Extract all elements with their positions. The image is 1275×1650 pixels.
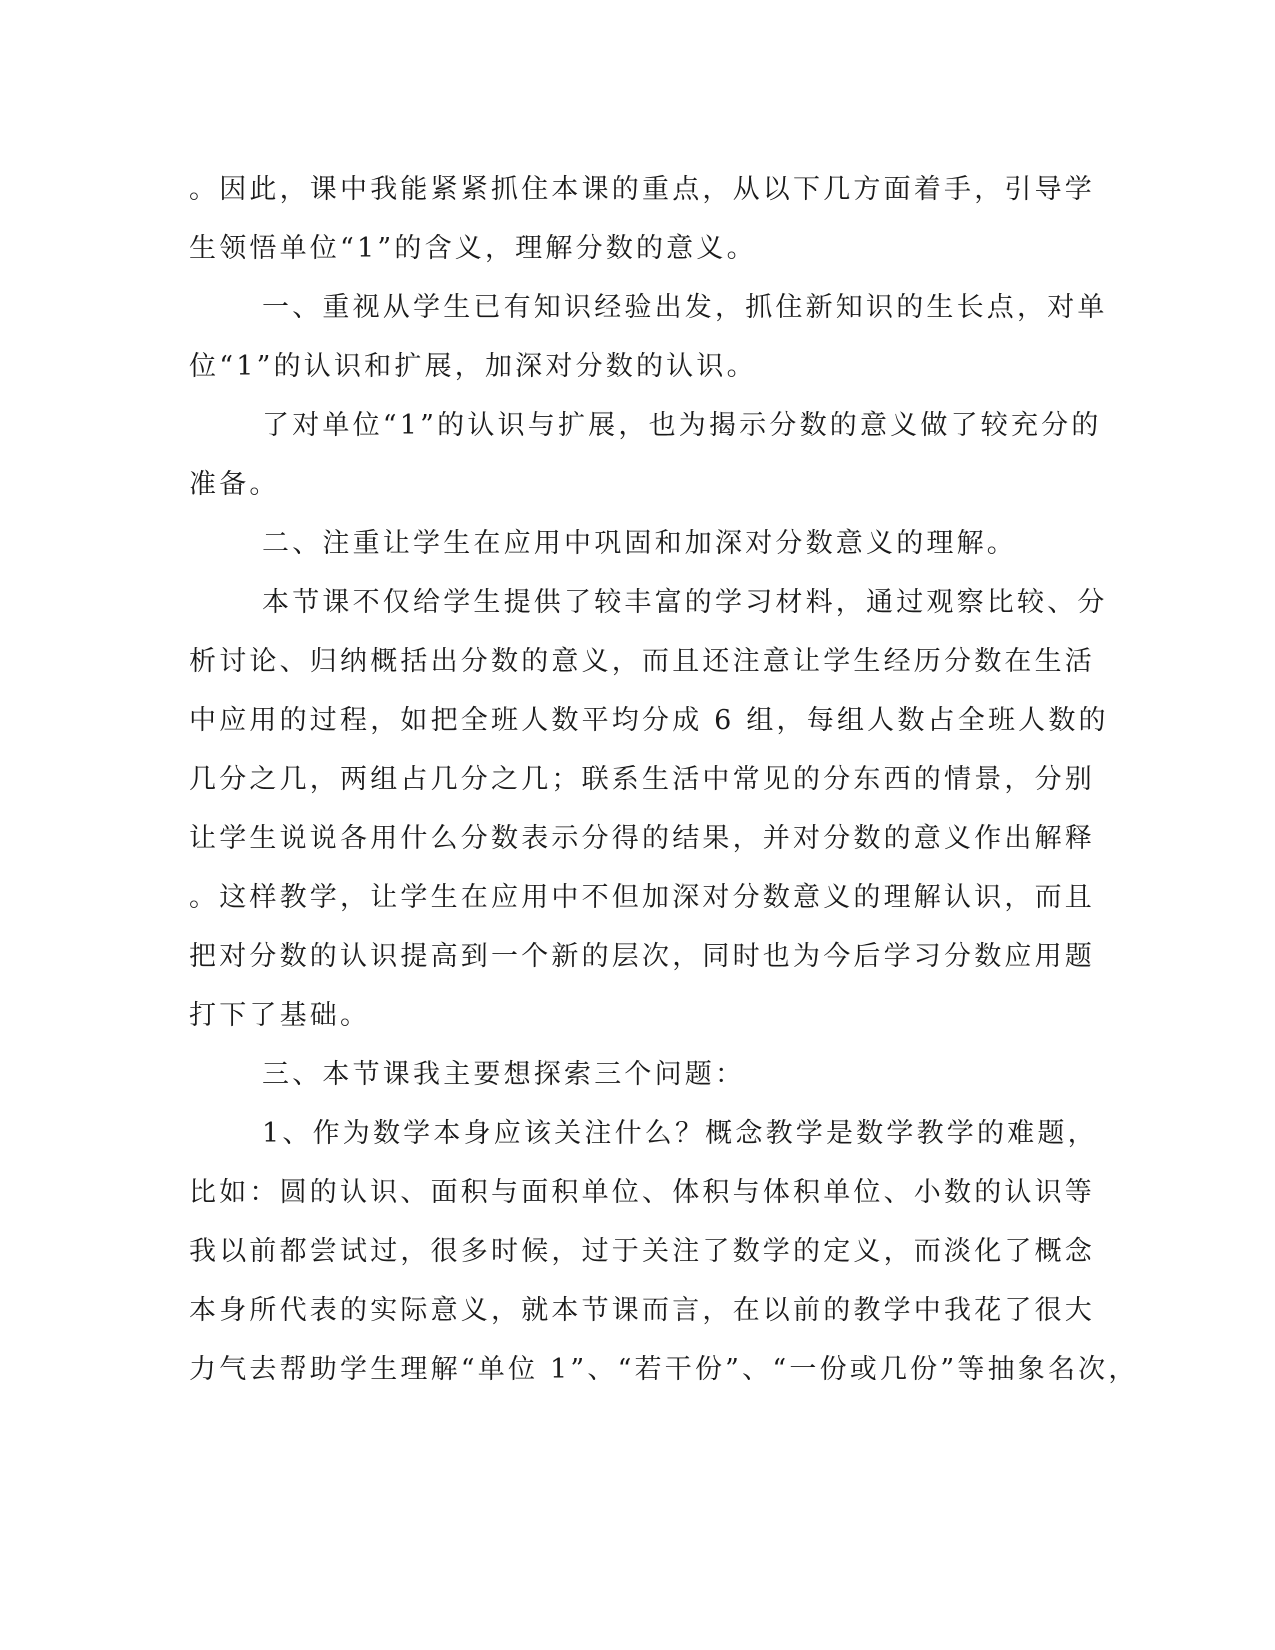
body-text bbox=[189, 160, 1139, 1399]
text-line: 让学生说说各用什么分数表示分得的结果，并对分数的意义作出解释 bbox=[189, 823, 1095, 854]
text-line: 我以前都尝试过，很多时候，过于关注了数学的定义，而淡化了概念 bbox=[189, 1236, 1095, 1267]
text-line: 中应用的过程，如把全班人数平均分成 6 组，每组人数占全班人数的 bbox=[189, 705, 1109, 736]
text-line: 比如：圆的认识、面积与面积单位、体积与体积单位、小数的认识等 bbox=[189, 1177, 1095, 1208]
section-heading-2: 二、注重让学生在应用中巩固和加深对分数意义的理解。 bbox=[262, 528, 1017, 559]
text-line: 本身所代表的实际意义，就本节课而言，在以前的教学中我花了很大 bbox=[189, 1295, 1095, 1326]
text-line: 准备。 bbox=[189, 469, 280, 500]
text-line: 力气去帮助学生理解“单位 1”、“若干份”、“一份或几份”等抽象名次， bbox=[189, 1354, 1139, 1385]
text-line: 了对单位“1”的认识与扩展，也为揭示分数的意义做了较充分的 bbox=[262, 410, 1102, 441]
text-line: 把对分数的认识提高到一个新的层次，同时也为今后学习分数应用题 bbox=[189, 941, 1095, 972]
text-line: 。这样教学，让学生在应用中不但加深对分数意义的理解认识，而且 bbox=[189, 882, 1095, 913]
section-heading-3: 三、本节课我主要想探索三个问题： bbox=[262, 1059, 746, 1090]
text-line: 本节课不仅给学生提供了较丰富的学习材料，通过观察比较、分 bbox=[262, 587, 1108, 618]
text-line: 位“1”的认识和扩展，加深对分数的认识。 bbox=[189, 351, 757, 382]
section-heading-1: 一、重视从学生已有知识经验出发，抓住新知识的生长点，对单 bbox=[262, 292, 1108, 323]
text-line: 1、作为数学本身应该关注什么？概念教学是数学教学的难题， bbox=[262, 1118, 1098, 1149]
text-line: 。因此，课中我能紧紧抓住本课的重点，从以下几方面着手，引导学 bbox=[189, 174, 1095, 205]
text-line: 生领悟单位“1”的含义，理解分数的意义。 bbox=[189, 233, 757, 264]
text-line: 几分之几，两组占几分之几；联系生活中常见的分东西的情景，分别 bbox=[189, 764, 1095, 795]
text-line: 打下了基础。 bbox=[189, 1000, 371, 1031]
text-line: 析讨论、归纳概括出分数的意义，而且还注意让学生经历分数在生活 bbox=[189, 646, 1095, 677]
